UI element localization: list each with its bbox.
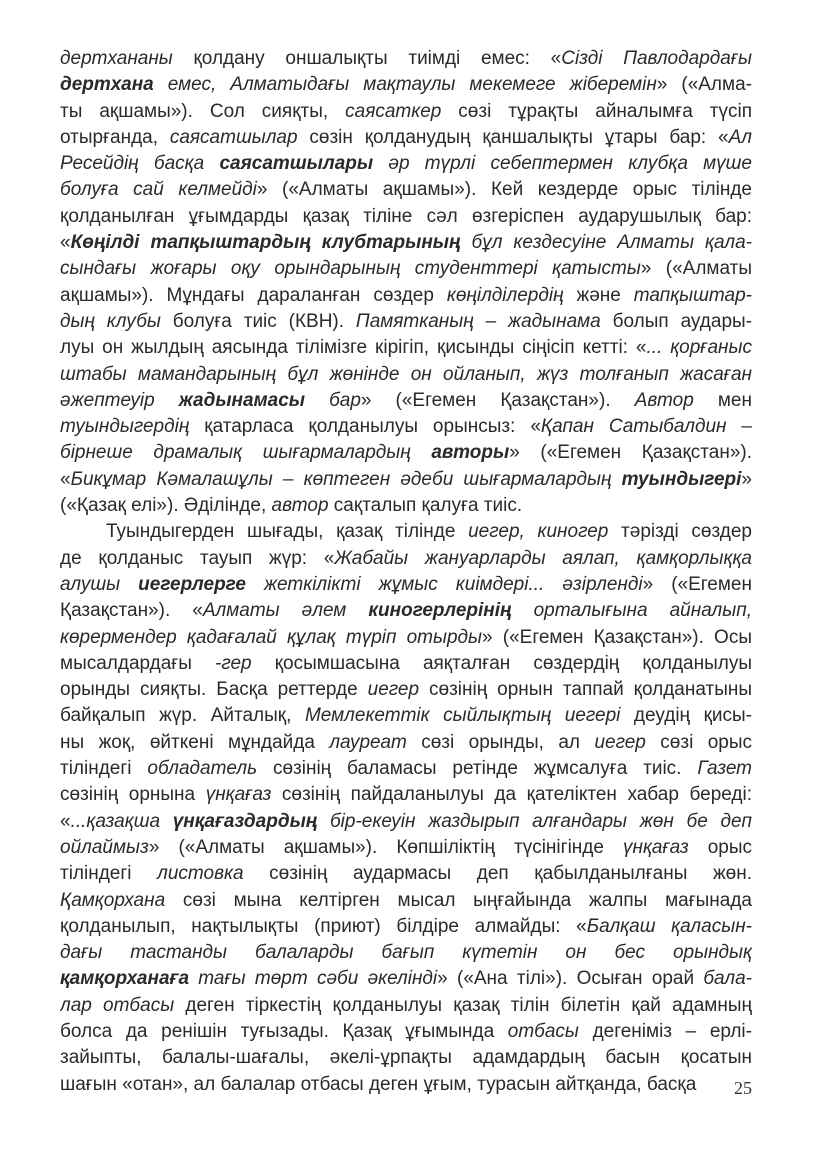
text-segment: Сізді Павлодардағы: [561, 48, 752, 69]
text-segment: шағын «отан», ал балалар отбасы деген ұғым, турасын айтқанда, басқа: [60, 1073, 697, 1095]
body-text: [60, 46, 752, 1098]
text-line: [60, 598, 752, 624]
text-segment: Көңілді тапқыштардың клубтарының: [70, 232, 461, 254]
text-segment: тапқыштар-: [633, 284, 752, 306]
text-segment: листовка: [157, 863, 244, 885]
text-segment: туындыгердің: [60, 416, 190, 438]
text-segment: сақталып қалуға тиіс.: [328, 495, 523, 517]
text-line: [60, 756, 752, 782]
text-segment: бірнеше драмалық шығармалардың: [60, 442, 432, 464]
text-segment: -гер: [215, 652, 252, 674]
text-segment: Алматы әлем: [202, 600, 369, 622]
text-segment: сөзінің баламасы ретінде жұмсалуға тиіс.: [257, 758, 698, 780]
text-segment: » («Ана тілі»). Осыған орай: [437, 968, 704, 990]
text-line: [60, 782, 752, 808]
text-line: [60, 46, 752, 72]
text-line: [60, 493, 752, 519]
text-line: [60, 283, 752, 309]
text-segment: »: [741, 468, 752, 490]
text-line: [60, 335, 752, 361]
text-segment: алушы: [60, 573, 139, 595]
text-segment: ақшамы»). Мұндағы дараланған сөздер: [60, 284, 447, 306]
text-segment: иегерлерге: [138, 573, 246, 595]
text-line: [60, 125, 752, 151]
text-segment: отбасы: [507, 1020, 579, 1042]
text-line: [60, 940, 752, 966]
text-segment: деудің қисы-: [620, 705, 752, 727]
text-segment: сөзі мына келтірген мысал ыңғайында жалпы мағынада: [165, 889, 752, 911]
text-segment: –: [473, 310, 509, 332]
text-segment: көңілділердің: [446, 284, 564, 306]
text-segment: сөзі орыс: [645, 731, 752, 753]
text-segment: қамқорханаға: [60, 968, 190, 990]
text-segment: Туындыгерден шығады, қазақ тілінде: [106, 521, 469, 543]
text-segment: орыс: [688, 836, 752, 858]
text-segment: емес, Алматыдағы мақтаулы мекемеге жіберемін: [153, 74, 657, 96]
text-segment: » («Алматы ақшамы»). Кей кездерде орыс тілінде: [256, 179, 752, 201]
text-line: [60, 1019, 752, 1045]
text-line: [60, 651, 752, 677]
text-line: [60, 546, 752, 572]
text-segment: үнқағаздардың: [172, 810, 318, 832]
text-segment: ны жоқ, өйткені мұндайда: [60, 731, 330, 753]
text-line: [60, 861, 752, 887]
text-segment: үнқағаз: [623, 836, 689, 858]
text-segment: киногерлерінің: [368, 600, 512, 622]
text-line: [60, 177, 752, 203]
text-line: [60, 309, 752, 335]
text-segment: дертхана: [60, 74, 154, 96]
text-segment: Мемлекеттік сыйлықтың иегері: [304, 705, 621, 727]
text-segment: сөзі тұрақты айналымға түсіп: [441, 100, 752, 122]
text-segment: ты ақшамы»). Сол сияқты,: [60, 100, 346, 122]
text-segment: жадынамасы: [178, 389, 305, 411]
text-segment: бұл кездесуіне Алматы қала-: [460, 232, 752, 254]
text-line: [60, 835, 752, 861]
text-line: [60, 440, 752, 466]
text-segment: отырғанда,: [60, 126, 170, 148]
text-line: [60, 966, 752, 992]
text-segment: лар отбасы: [60, 994, 175, 1016]
text-segment: болуға тиіс (КВН).: [160, 310, 356, 332]
text-line: [60, 414, 752, 440]
text-segment: Қапан Сатыбалдин –: [540, 416, 752, 438]
text-segment: саясатшылары: [219, 153, 374, 175]
text-segment: лауреат: [329, 731, 407, 753]
text-segment: сөзі орынды, ал: [406, 731, 595, 753]
text-segment: иегер: [367, 679, 420, 701]
text-line: [60, 99, 752, 125]
text-segment: байқалып жүр. Айталық,: [60, 705, 305, 727]
text-line: [60, 151, 752, 177]
text-line: [60, 730, 752, 756]
text-segment: » («Алматы: [640, 258, 752, 280]
text-line: [60, 467, 752, 493]
text-segment: обладатель: [147, 758, 258, 780]
text-segment: Ал: [728, 126, 752, 148]
text-segment: және: [563, 284, 634, 306]
text-segment: болуға сай келмейді: [60, 179, 257, 201]
text-segment: болса да ренішін туғызады. Қазақ ұғымында: [60, 1020, 508, 1042]
text-segment: дың клубы: [60, 310, 161, 332]
text-line: [60, 204, 752, 230]
text-segment: орынды сияқты. Басқа реттерде: [60, 679, 368, 701]
text-segment: сөзін қолданудың қаншалықты ұтары бар: «: [297, 126, 729, 148]
text-segment: бар: [305, 389, 361, 411]
text-line: [60, 519, 752, 545]
text-segment: сөзінің пайдаланылуы да қателіктен хабар береді:: [271, 784, 752, 806]
text-segment: Памятканың: [355, 310, 474, 332]
text-line: [60, 256, 752, 282]
text-segment: сөзінің орнына: [60, 784, 206, 806]
text-segment: дегеніміз – ерлі-: [578, 1020, 752, 1042]
text-segment: штабы мамандарының бұл жөнінде он ойланып, жүз толғанып жасаған: [60, 363, 752, 385]
text-segment: » («Алматы ақшамы»). Көпшіліктің түсінігінде: [148, 836, 623, 858]
text-segment: ойлаймыз: [60, 836, 149, 858]
text-segment: болып аудары-: [600, 310, 752, 332]
text-segment: иегер: [594, 731, 646, 753]
text-segment: саясаткер: [345, 100, 442, 122]
text-line: [60, 809, 752, 835]
text-segment: ... қорғаныс: [646, 337, 752, 359]
text-segment: әжептеуір: [60, 389, 179, 411]
text-segment: («Қазақ елі»). Әділінде,: [60, 495, 272, 517]
text-line: [60, 703, 752, 729]
text-segment: туындыгері: [621, 468, 742, 490]
text-segment: Бикұмар Кәмалашұлы – көптеген әдеби шығармалардың: [70, 468, 622, 490]
text-segment: қолданылған ұғымдарды қазақ тіліне сәл өзгеріспен аударушылық бар:: [60, 205, 752, 227]
text-segment: тіліндегі: [60, 758, 148, 780]
text-segment: сындағы жоғары оқу орындарының студенттері қатысты: [60, 258, 641, 280]
text-line: [60, 362, 752, 388]
text-segment: » («Егемен: [642, 573, 752, 595]
text-segment: луы он жылдың аясында тілімізге кірігіп, қисынды сіңісіп кетті: «: [60, 337, 647, 359]
text-segment: саясатшылар: [169, 126, 298, 148]
text-segment: қатарласа қолданылуы орынсыз: «: [189, 416, 541, 438]
text-segment: бала-: [703, 968, 752, 990]
text-segment: де қолданыс тауып жүр: «: [60, 547, 335, 569]
text-segment: тәрізді сөздер: [608, 521, 752, 543]
text-segment: » («Алма-: [656, 74, 752, 96]
text-segment: » («Егемен Қазақстан»).: [509, 442, 752, 464]
text-segment: сөзінің аудармасы деп қабылданылғаны жөн.: [243, 863, 752, 885]
text-segment: орталығына айналып,: [511, 600, 752, 622]
text-segment: ...қазақша: [70, 810, 173, 832]
text-segment: бір-екеуін жаздырып алғандары жөн бе деп: [317, 810, 752, 832]
text-line: [60, 888, 752, 914]
text-line: [60, 230, 752, 256]
text-segment: » («Егемен Қазақстан»).: [360, 389, 635, 411]
text-segment: қосымшасына аяқталған сөздердің қолданылуы: [251, 652, 752, 674]
text-segment: қолдану оншалықты тиімді емес: «: [172, 48, 562, 69]
text-segment: автор: [271, 495, 329, 517]
text-segment: Жабайы жануарларды аялап, қамқорлыққа: [334, 547, 752, 569]
text-segment: «: [60, 810, 71, 832]
text-line: [60, 914, 752, 940]
text-line: [60, 72, 752, 98]
text-line: [60, 388, 752, 414]
text-segment: » («Егемен Қазақстан»). Осы: [482, 626, 752, 648]
text-segment: Автор: [634, 389, 694, 411]
text-segment: дертхананы: [60, 48, 173, 69]
text-segment: үнқағаз: [205, 784, 272, 806]
text-segment: әр түрлі себептермен клубқа мүше: [373, 153, 752, 175]
text-segment: мен: [693, 389, 752, 411]
text-line: [60, 1072, 752, 1098]
text-segment: тағы төрт сәби әкелінді: [189, 968, 438, 990]
page-number: 25: [734, 1078, 752, 1098]
text-segment: Қазақстан»). «: [60, 600, 203, 622]
text-line: [60, 625, 752, 651]
text-line: [60, 677, 752, 703]
text-segment: иегер, киногер: [468, 521, 609, 543]
text-segment: Газет: [697, 758, 752, 780]
text-segment: «: [60, 232, 71, 254]
text-segment: көрермендер қадағалай құлақ түріп отырды: [60, 626, 483, 648]
text-segment: Балқаш қаласын-: [586, 915, 752, 937]
text-line: [60, 993, 752, 1019]
text-line: [60, 1045, 752, 1071]
text-segment: сөзінің орнын таппай қолданатыны: [419, 679, 752, 701]
text-segment: Ресейдің басқа: [60, 153, 220, 175]
text-segment: зайыпты, балалы-шағалы, әкелі-ұрпақты адамдардың басын қосатын: [60, 1047, 752, 1069]
text-segment: деген тіркестің қолданылуы қазақ тілін білетін қай адамның: [174, 994, 752, 1016]
text-segment: тіліндегі: [60, 863, 158, 885]
text-segment: мысалдардағы: [60, 652, 215, 674]
text-segment: жадынама: [508, 310, 601, 332]
text-segment: жеткілікті жұмыс киімдері... әзірленді: [245, 573, 643, 595]
text-line: [60, 572, 752, 598]
text-segment: Қамқорхана: [60, 889, 166, 911]
text-segment: қолданылып, нақтылықты (приют) білдіре алмайды: «: [60, 915, 587, 937]
text-segment: авторы: [431, 442, 510, 464]
text-segment: «: [60, 468, 71, 490]
text-segment: дағы тастанды балаларды бағып күтетін он бес орындық: [60, 942, 752, 964]
